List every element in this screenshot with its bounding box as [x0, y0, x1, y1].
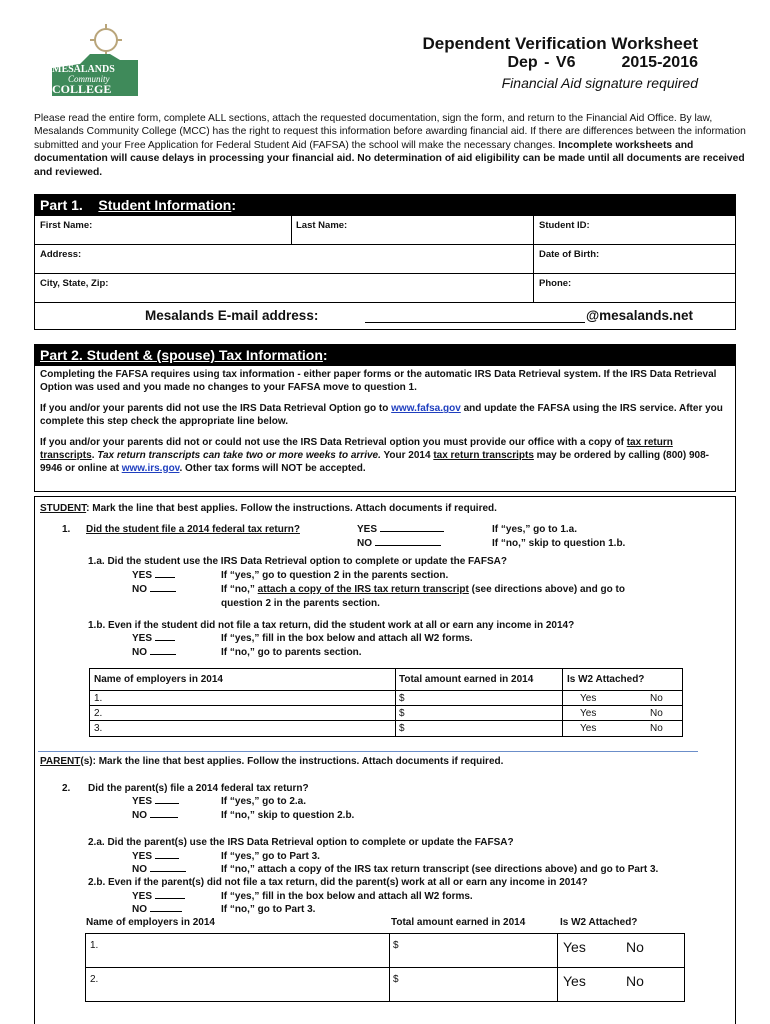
intro-warning: Incomplete worksheets and documentation will cause delays in processing your financial aid. No determination of aid eligibility can be made until all documents are received and reviewed.	[34, 139, 745, 178]
q2-yes-option[interactable]	[132, 796, 179, 809]
q1-yes-instruction: If “yes,” go to 1.a.	[492, 524, 578, 535]
q2a-no-option[interactable]	[132, 864, 186, 877]
q1-no-instruction: If “no,” skip to question 1.b.	[492, 538, 626, 549]
fafsa-link[interactable]: www.fafsa.gov	[391, 403, 461, 415]
first-name-field[interactable]: First Name:	[40, 220, 93, 231]
q1a-no-line[interactable]	[150, 591, 176, 592]
q2a-no-instruction: If “no,” attach a copy of the IRS tax return transcript (see directions above) and go to Part 3.	[221, 864, 659, 875]
q1-yes-option[interactable]	[357, 524, 444, 537]
tax-transcripts-text-2: tax return transcripts	[433, 449, 534, 461]
q2b-text: 2.b. Even if the parent(s) did not file a tax return, did the parent(s) work at all or earn any income in 2014?	[88, 877, 588, 888]
table-row[interactable]	[86, 934, 684, 968]
student-info-grid	[34, 216, 736, 303]
irs-link[interactable]: www.irs.gov	[121, 462, 180, 474]
q1a-yes-instruction: If “yes,” go to question 2 in the parents section.	[221, 570, 449, 581]
form-title: Dependent Verification Worksheet	[422, 34, 698, 53]
student-id-field[interactable]: Student ID:	[539, 220, 590, 231]
col-w2: Is W2 Attached?	[567, 674, 645, 685]
part2-para3-b: Your 2014	[380, 449, 434, 461]
q2b-no-option[interactable]	[132, 904, 182, 917]
logo-line3: COLLEGE	[52, 82, 112, 96]
part2-para1: Completing the FAFSA requires using tax information - either paper forms or the automatic IRS Data Retrieval system. If the IRS Data Retrieval Option was used and you made no changes to your FAFSA move to question 1.	[40, 369, 717, 393]
amount-cell[interactable]: $	[399, 693, 405, 704]
w2-yes[interactable]: Yes	[580, 708, 597, 719]
amount-cell[interactable]: $	[399, 723, 405, 734]
name-row	[35, 216, 735, 245]
q1a-text: 1.a. Did the student use the IRS Data Retrieval option to complete or update the FAFSA?	[88, 556, 507, 567]
q2-text: Did the parent(s) file a 2014 federal tax return?	[88, 783, 309, 794]
form-subtitle: Financial Aid signature required	[501, 75, 698, 91]
part2-title: Part 2. Student & (spouse) Tax Information	[40, 347, 323, 363]
q1b-no-line[interactable]	[150, 654, 176, 655]
email-domain: @mesalands.net	[586, 308, 693, 323]
q2a-no-line[interactable]	[150, 871, 186, 872]
logo-line2: Community	[68, 74, 110, 84]
amount-cell[interactable]: $	[393, 940, 399, 951]
part2-para3-c: may be ordered by calling (800) 908-9946 or online at	[40, 449, 709, 474]
q1-yes-line[interactable]	[380, 531, 444, 532]
q1-no-label: NO	[357, 538, 372, 549]
q1b-no-option[interactable]	[132, 647, 176, 660]
table-row[interactable]	[90, 691, 682, 706]
w2-no[interactable]: No	[650, 723, 663, 734]
parent-col-employers: Name of employers in 2014	[86, 917, 215, 928]
q1b-yes-line[interactable]	[155, 640, 175, 641]
college-logo	[50, 24, 140, 98]
q1b-text: 1.b. Even if the student did not file a tax return, did the student work at all or earn any income in 2014?	[88, 620, 575, 631]
part2-para3-d: . Other tax forms will NOT be accepted.	[179, 462, 366, 474]
q2a-no-label: NO	[132, 864, 147, 875]
parent-instructions-text: (s): Mark the line that best applies. Follow the instructions. Attach documents if required.	[80, 756, 504, 767]
city-state-zip-field[interactable]: City, State, Zip:	[40, 278, 109, 289]
q1a-no-instr-b: (see directions above) and go to	[468, 584, 625, 595]
part2-para3-dot: .	[91, 449, 98, 461]
q2b-yes-option[interactable]	[132, 891, 185, 904]
section-divider	[38, 751, 698, 752]
q1a-no-option[interactable]	[132, 584, 176, 597]
q2-no-option[interactable]	[132, 810, 178, 823]
student-employers-table	[89, 668, 683, 737]
q2b-yes-instruction: If “yes,” fill in the box below and attach all W2 forms.	[221, 891, 473, 902]
email-label: Mesalands E-mail address:	[145, 308, 319, 323]
q1a-yes-option[interactable]	[132, 570, 175, 583]
q2b-no-label: NO	[132, 904, 147, 915]
q1-no-option[interactable]	[357, 538, 441, 551]
q2-no-label: NO	[132, 810, 147, 821]
q1a-no-instr-underlined: attach a copy of the IRS tax return transcript	[257, 584, 469, 595]
q2a-yes-line[interactable]	[155, 858, 179, 859]
student-instructions-text: : Mark the line that best applies. Follow the instructions. Attach documents if required.	[86, 503, 497, 514]
logo-line1: MESALANDS	[52, 64, 115, 75]
q2-yes-label: YES	[132, 796, 153, 807]
frame-right-border	[735, 751, 736, 1024]
city-row	[35, 274, 735, 303]
row-number: 2.	[94, 708, 103, 719]
q1a-no-instr-a: If “no,”	[221, 584, 258, 595]
intro-text: Please read the entire form, complete ALL sections, attach the requested documentation, sign the form, and return to the Financial Aid Office. By law, Mesalands Community College (MCC) has the right to request this information before awarding financial aid. If there are differences between the information submitted and your Free Application for Federal Student Aid (FAFSA) the school will make the necessary changes.	[34, 113, 746, 151]
q2b-no-line[interactable]	[150, 911, 182, 912]
part1-heading	[34, 194, 736, 216]
part2-para3	[40, 437, 730, 475]
q1-no-line[interactable]	[375, 545, 441, 546]
student-instructions	[40, 503, 497, 516]
q2-yes-instruction: If “yes,” go to 2.a.	[221, 796, 307, 807]
part1-colon: :	[231, 197, 237, 213]
w2-yes[interactable]: Yes	[580, 693, 597, 704]
part2-heading	[34, 344, 736, 366]
table-row[interactable]	[86, 968, 684, 1002]
amount-cell[interactable]: $	[393, 974, 399, 985]
q2-no-line[interactable]	[150, 817, 178, 818]
part1-title: Student Information	[98, 197, 232, 213]
part2-colon: :	[322, 347, 328, 363]
parent-employers-table	[85, 933, 685, 1002]
parent-label: PARENT	[40, 756, 81, 767]
q2b-yes-label: YES	[132, 891, 153, 902]
table-row[interactable]	[90, 706, 682, 721]
part2-para2	[40, 403, 730, 428]
part2-para2-a: If you and/or your parents did not use the IRS Data Retrieval Option go to	[40, 403, 392, 415]
part2-para3-a: If you and/or your parents did not or could not use the IRS Data Retrieval option you must provide our office with a copy of	[40, 437, 627, 449]
form-code	[507, 54, 698, 72]
parent-col-w2: Is W2 Attached?	[560, 917, 638, 928]
form-year: 2015-2016	[621, 54, 698, 71]
amount-cell[interactable]: $	[399, 708, 405, 719]
q1a-yes-line[interactable]	[155, 577, 175, 578]
parent-col-amount: Total amount earned in 2014	[391, 917, 526, 928]
row-number: 3.	[94, 723, 103, 734]
q2-no-instruction: If “no,” skip to question 2.b.	[221, 810, 355, 821]
q2b-yes-line[interactable]	[155, 898, 185, 899]
q1a-yes-label: YES	[132, 570, 153, 581]
form-version: Dep - V6	[507, 54, 576, 71]
transcript-delay-note: Tax return transcripts can take two or more weeks to arrive.	[97, 449, 381, 461]
parent-instructions	[40, 756, 503, 769]
part2-instructions	[34, 366, 736, 492]
address-field[interactable]: Address:	[40, 249, 82, 260]
part1-number: Part 1.	[40, 197, 83, 213]
phone-field[interactable]: Phone:	[539, 278, 572, 289]
row-number: 2.	[90, 974, 99, 985]
email-input-line[interactable]	[365, 322, 585, 323]
tax-transcripts-text-1: tax return transcripts	[40, 437, 673, 461]
email-row	[34, 302, 736, 330]
w2-no[interactable]: No	[650, 693, 663, 704]
dob-field[interactable]: Date of Birth:	[539, 249, 600, 260]
q1a-no-label: NO	[132, 584, 147, 595]
q2-number: 2.	[62, 783, 71, 794]
q1-number: 1.	[62, 524, 71, 535]
w2-yes[interactable]: Yes	[580, 723, 597, 734]
w2-yes[interactable]: Yes	[563, 973, 586, 989]
part2-para2-b: and update the FAFSA using the IRS service. After you complete this step check the appropriate line below.	[40, 403, 723, 427]
table-header-row	[90, 669, 682, 691]
q1b-yes-instruction: If “yes,” fill in the box below and attach all W2 forms.	[221, 633, 473, 644]
w2-yes[interactable]: Yes	[563, 939, 586, 955]
row-number: 1.	[94, 693, 103, 704]
q2a-text: 2.a. Did the parent(s) use the IRS Data Retrieval option to complete or update the FAFSA?	[88, 837, 514, 848]
q2a-yes-label: YES	[132, 851, 153, 862]
col-amount: Total amount earned in 2014	[399, 674, 534, 685]
q1b-yes-label: YES	[132, 633, 153, 644]
q2a-yes-instruction: If “yes,” go to Part 3.	[221, 851, 320, 862]
address-row	[35, 245, 735, 274]
q2a-yes-option[interactable]	[132, 851, 179, 864]
w2-no[interactable]: No	[626, 939, 644, 955]
col-employers: Name of employers in 2014	[94, 674, 223, 685]
student-label: STUDENT	[40, 503, 87, 514]
frame-left-border	[34, 751, 35, 1024]
q1-text: Did the student file a 2014 federal tax return?	[86, 524, 300, 535]
q1-yes-label: YES	[357, 524, 378, 535]
q1b-no-instruction: If “no,” go to parents section.	[221, 647, 362, 658]
q1a-no-instruction-cont: question 2 in the parents section.	[221, 598, 380, 609]
q2-yes-line[interactable]	[155, 803, 179, 804]
q1b-yes-option[interactable]	[132, 633, 175, 646]
w2-no[interactable]: No	[650, 708, 663, 719]
table-row[interactable]	[90, 721, 682, 736]
q2b-no-instruction: If “no,” go to Part 3.	[221, 904, 316, 915]
q1b-no-label: NO	[132, 647, 147, 658]
row-number: 1.	[90, 940, 99, 951]
intro-paragraph	[34, 112, 750, 179]
w2-no[interactable]: No	[626, 973, 644, 989]
q1a-no-instruction	[221, 584, 625, 597]
last-name-field[interactable]: Last Name:	[296, 220, 348, 231]
